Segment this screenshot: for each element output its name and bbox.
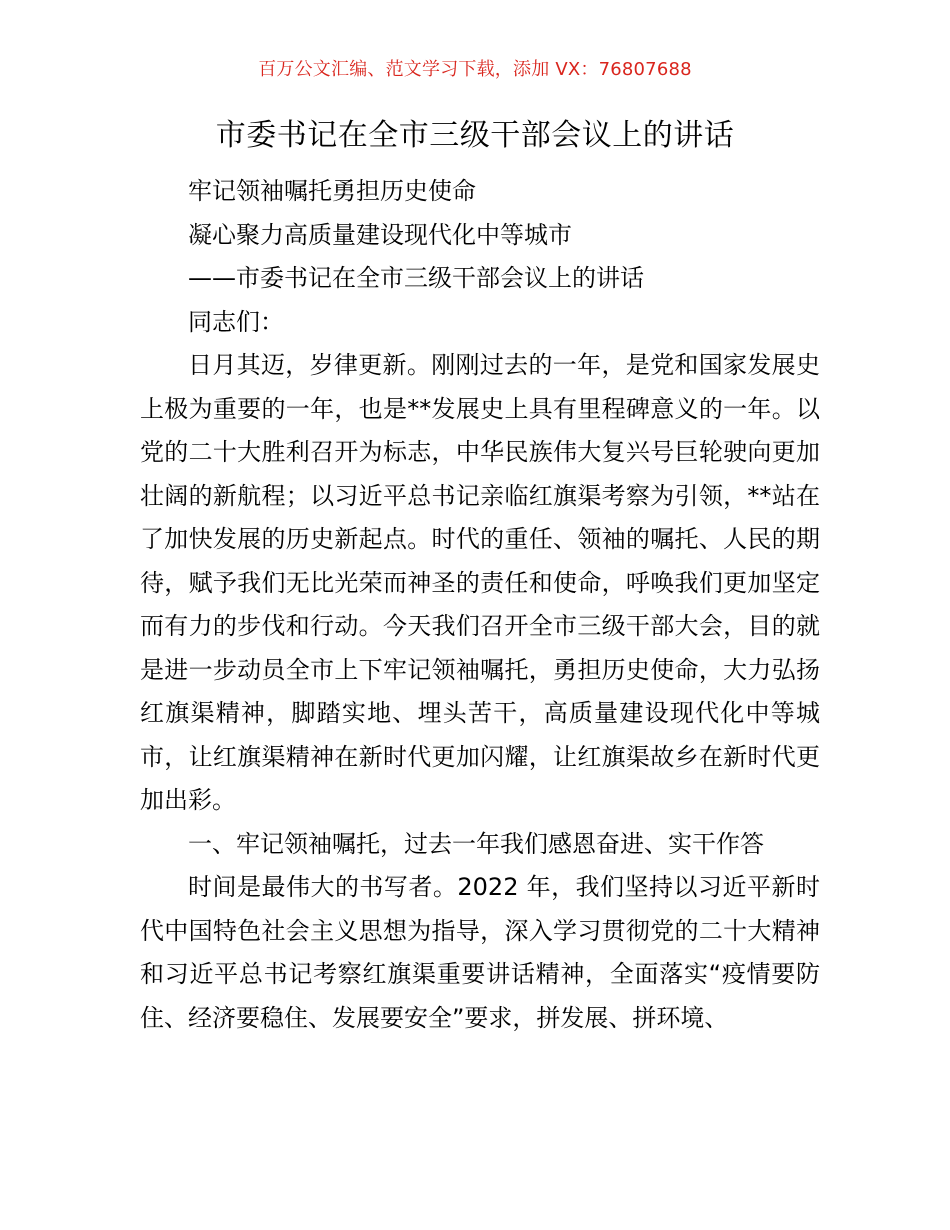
paragraph-opening: 日月其迈，岁律更新。刚刚过去的一年，是党和国家发展史上极为重要的一年，也是**发展史上具有里程碑意义的一年。以党的二十大胜利召开为标志，中华民族伟大复兴号巨轮驶向更加壮阔的新航程；以习近平总书记亲临红旗渠考察为引领，**站在了加快发展的历史新起点。时代的重任、领袖的嘱托、人民的期待，赋予我们无比光荣而神圣的责任和使命，呼唤我们更加坚定而有力的步伐和行动。今天我们召开全市三级干部大会，目的就是进一步动员全市上下牢记领袖嘱托，勇担历史使命，大力弘扬红旗渠精神，脚踏实地、埋头苦干，高质量建设现代化中等城市，让红旗渠精神在新时代更加闪耀，让红旗渠故乡在新时代更加出彩。: [140, 351, 820, 814]
salutation: 同志们：: [188, 307, 284, 336]
document-body: [140, 170, 820, 1040]
section-heading-1: 一、牢记领袖嘱托，过去一年我们感恩奋进、实干作答: [188, 829, 764, 858]
subtitle-line-2: 凝心聚力高质量建设现代化中等城市: [188, 220, 572, 249]
subtitle-line-1: 牢记领袖嘱托勇担历史使命: [188, 177, 476, 205]
document-title: 市委书记在全市三级干部会议上的讲话: [215, 118, 735, 153]
paragraph-section-1: 时间是最伟大的书写者。2022 年，我们坚持以习近平新时代中国特色社会主义思想为指导，深入学习贯彻党的二十大精神和习近平总书记考察红旗渠重要讲话精神，全面落实“疫情要防住、经济要稳住、发展要安全”要求，拼发展、拼环境、: [140, 873, 820, 1032]
header-download-note: 百万公文汇编、范文学习下载，添加 VX：76807688: [258, 59, 692, 80]
subtitle-line-3: ——市委书记在全市三级干部会议上的讲话: [188, 264, 644, 292]
